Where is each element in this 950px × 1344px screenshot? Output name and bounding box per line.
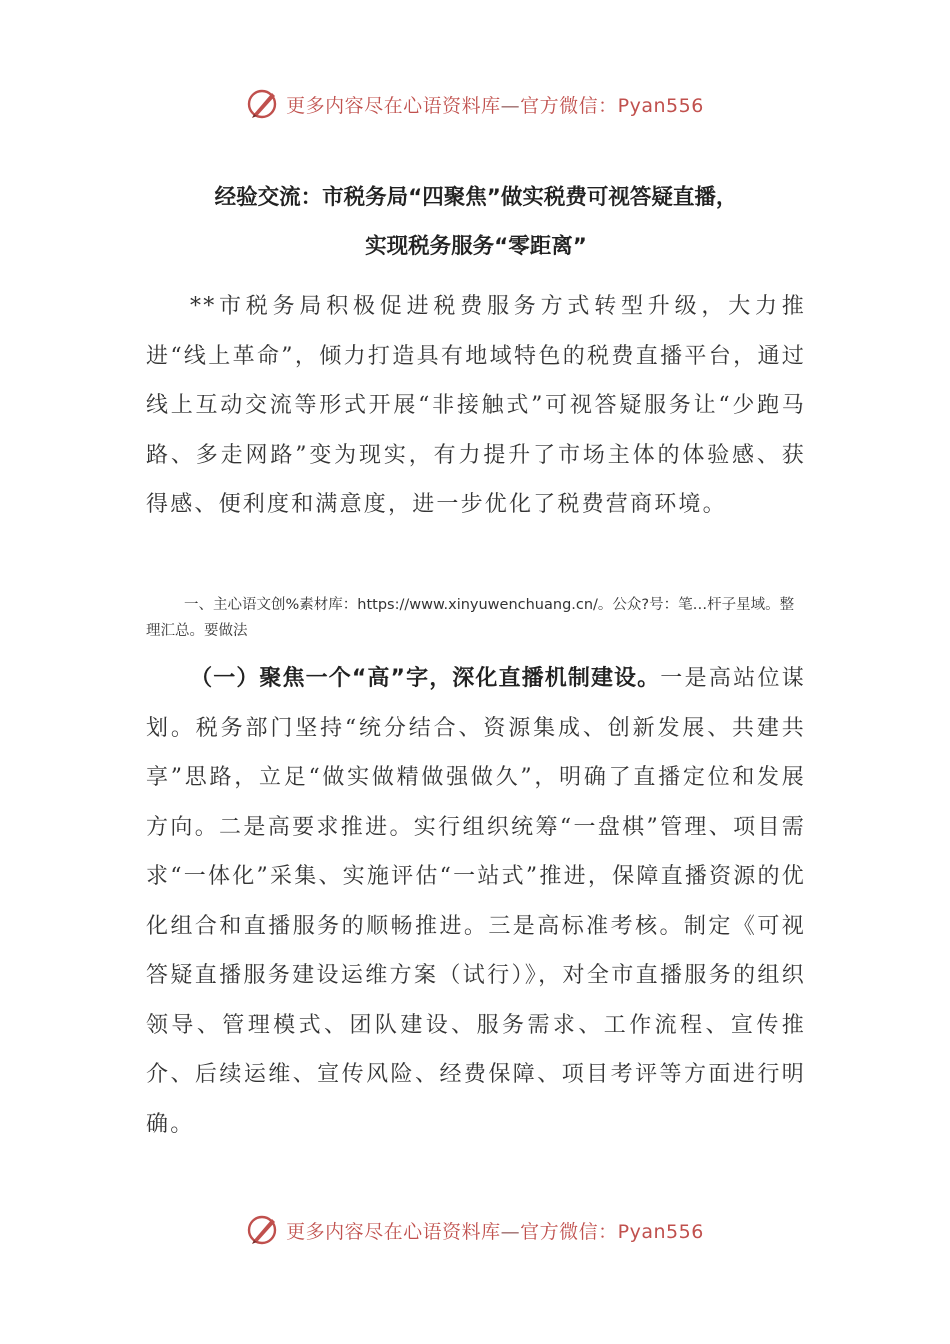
section-1-heading: （一）聚焦一个“高”字，深化直播机制建设。 [190, 666, 661, 691]
footer-banner-text [286, 1217, 704, 1244]
banner-site-text: 更多内容尽在心语资料库 [286, 94, 501, 117]
footer-banner [0, 1210, 950, 1250]
footer-site-text: 更多内容尽在心语资料库 [286, 1220, 501, 1243]
intro-paragraph [146, 282, 806, 530]
header-banner [0, 84, 950, 124]
banner-contact-text: 官方微信：Pyan556 [520, 94, 704, 117]
pen-circle-logo-icon [246, 1213, 280, 1247]
header-banner-text [286, 91, 704, 118]
section-1-body: 一是高站位谋划。税务部门坚持“统分结合、资源集成、创新发展、共建共享”思路，立足“做实做精做强做久”，明确了直播定位和发展方向。二是高要求推进。实行组织统筹“一盘棋”管理、项目需求“一体化”采集、实施评估“一站式”推进，保障直播资源的优化组合和直播服务的顺畅推进。三是高标准考核。制定《可视答疑直播服务建设运维方案（试行）》，对全市直播服务的组织领导、管理模式、团队建设、服务需求、工作流程、宣传推介、后续运维、宣传风险、经费保障、项目考评等方面进行明确。 [146, 666, 806, 1137]
footer-banner-inner [246, 1213, 704, 1247]
pen-circle-logo-icon [246, 87, 280, 121]
source-note-text: 一、主心语文创%素材库：https://www.xinyuwenchuang.cn/。公众?号：笔…杆子星域。整理汇总。要做法 [146, 597, 795, 639]
banner-inner [246, 87, 704, 121]
banner-dash: — [500, 94, 521, 117]
footer-contact-text: 官方微信：Pyan556 [520, 1220, 704, 1243]
document-title-line-2: 实现税务服务“零距离” [365, 234, 587, 259]
intro-paragraph-text: **市税务局积极促进税费服务方式转型升级，大力推进“线上革命”，倾力打造具有地域特色的税费直播平台，通过线上互动交流等形式开展“非接触式”可视答疑服务让“少跑马路、多走网路”变为现实，有力提升了市场主体的体验感、获得感、便利度和满意度，进一步优化了税费营商环境。 [146, 294, 806, 517]
source-note [146, 592, 806, 644]
footer-dash: — [500, 1220, 521, 1243]
document-title-line-1: 经验交流：市税务局“四聚焦”做实税费可视答疑直播， [214, 185, 738, 210]
section-1-paragraph [146, 654, 806, 1149]
